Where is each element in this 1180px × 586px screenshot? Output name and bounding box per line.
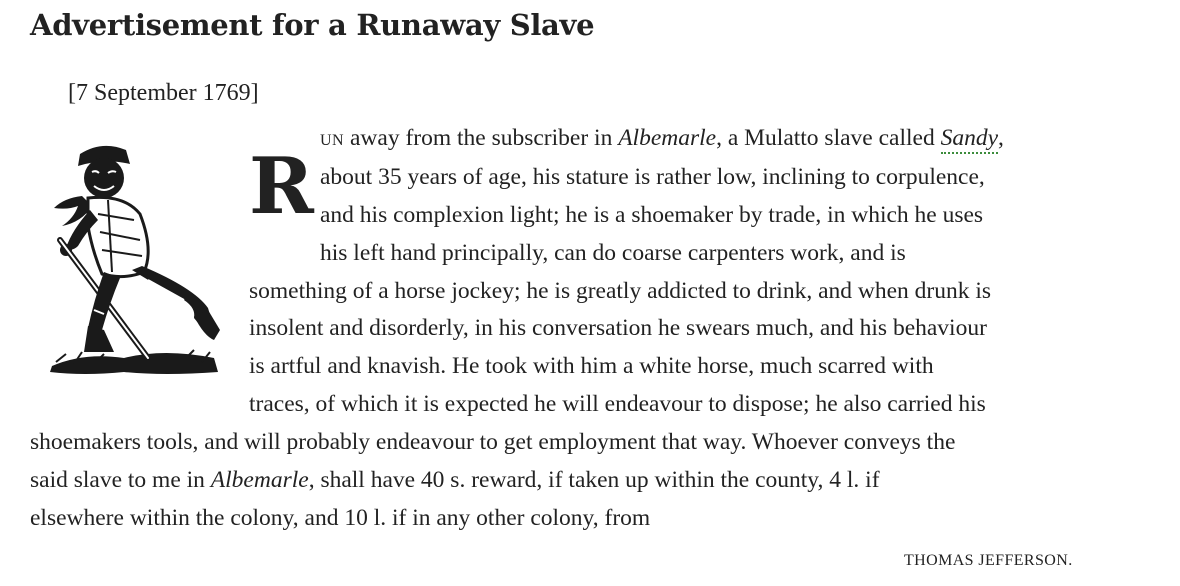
- text-line: shoemakers tools, and will probably endeavour to get employment that way. Whoever conveys the: [30, 429, 956, 455]
- text-segment: ,: [998, 125, 1004, 151]
- text-line: traces, of which it is expected he will endeavour to dispose; he also carried his: [249, 391, 986, 417]
- signature: THOMAS JEFFERSON.: [904, 552, 1073, 569]
- text-segment: said slave to me in: [30, 467, 211, 493]
- drop-cap: R: [249, 141, 314, 232]
- place-name: Albemarle: [210, 467, 309, 493]
- slave-name-link[interactable]: Sandy: [941, 125, 998, 154]
- text-segment: , a Mulatto slave called: [716, 125, 941, 151]
- text-segment: away from the subscriber in: [344, 125, 619, 151]
- date-line: [7 September 1769]: [68, 80, 259, 106]
- small-caps-text: UN: [320, 132, 345, 149]
- text-segment: , shall have 40 s. reward, if taken up within the county, 4 l. if: [308, 467, 880, 493]
- text-line: insolent and disorderly, in his conversation he swears much, and his behaviour: [249, 315, 987, 341]
- page-title: Advertisement for a Runaway Slave: [30, 8, 595, 42]
- text-line: and his complexion light; he is a shoemaker by trade, in which he uses: [320, 202, 984, 228]
- text-line: something of a horse jockey; he is greatly addicted to drink, and when drunk is: [249, 278, 992, 304]
- text-line: about 35 years of age, his stature is rather low, inclining to corpulence,: [320, 164, 985, 190]
- text-line: is artful and knavish. He took with him a white horse, much scarred with: [249, 353, 934, 379]
- text-line: his left hand principally, can do coarse carpenters work, and is: [320, 240, 906, 266]
- text-line: elsewhere within the colony, and 10 l. if in any other colony, from: [30, 505, 651, 531]
- runaway-figure-woodcut-icon: [44, 140, 222, 380]
- place-name: Albemarle: [618, 125, 717, 151]
- text-line: [30, 462, 880, 498]
- text-line: [320, 120, 1004, 159]
